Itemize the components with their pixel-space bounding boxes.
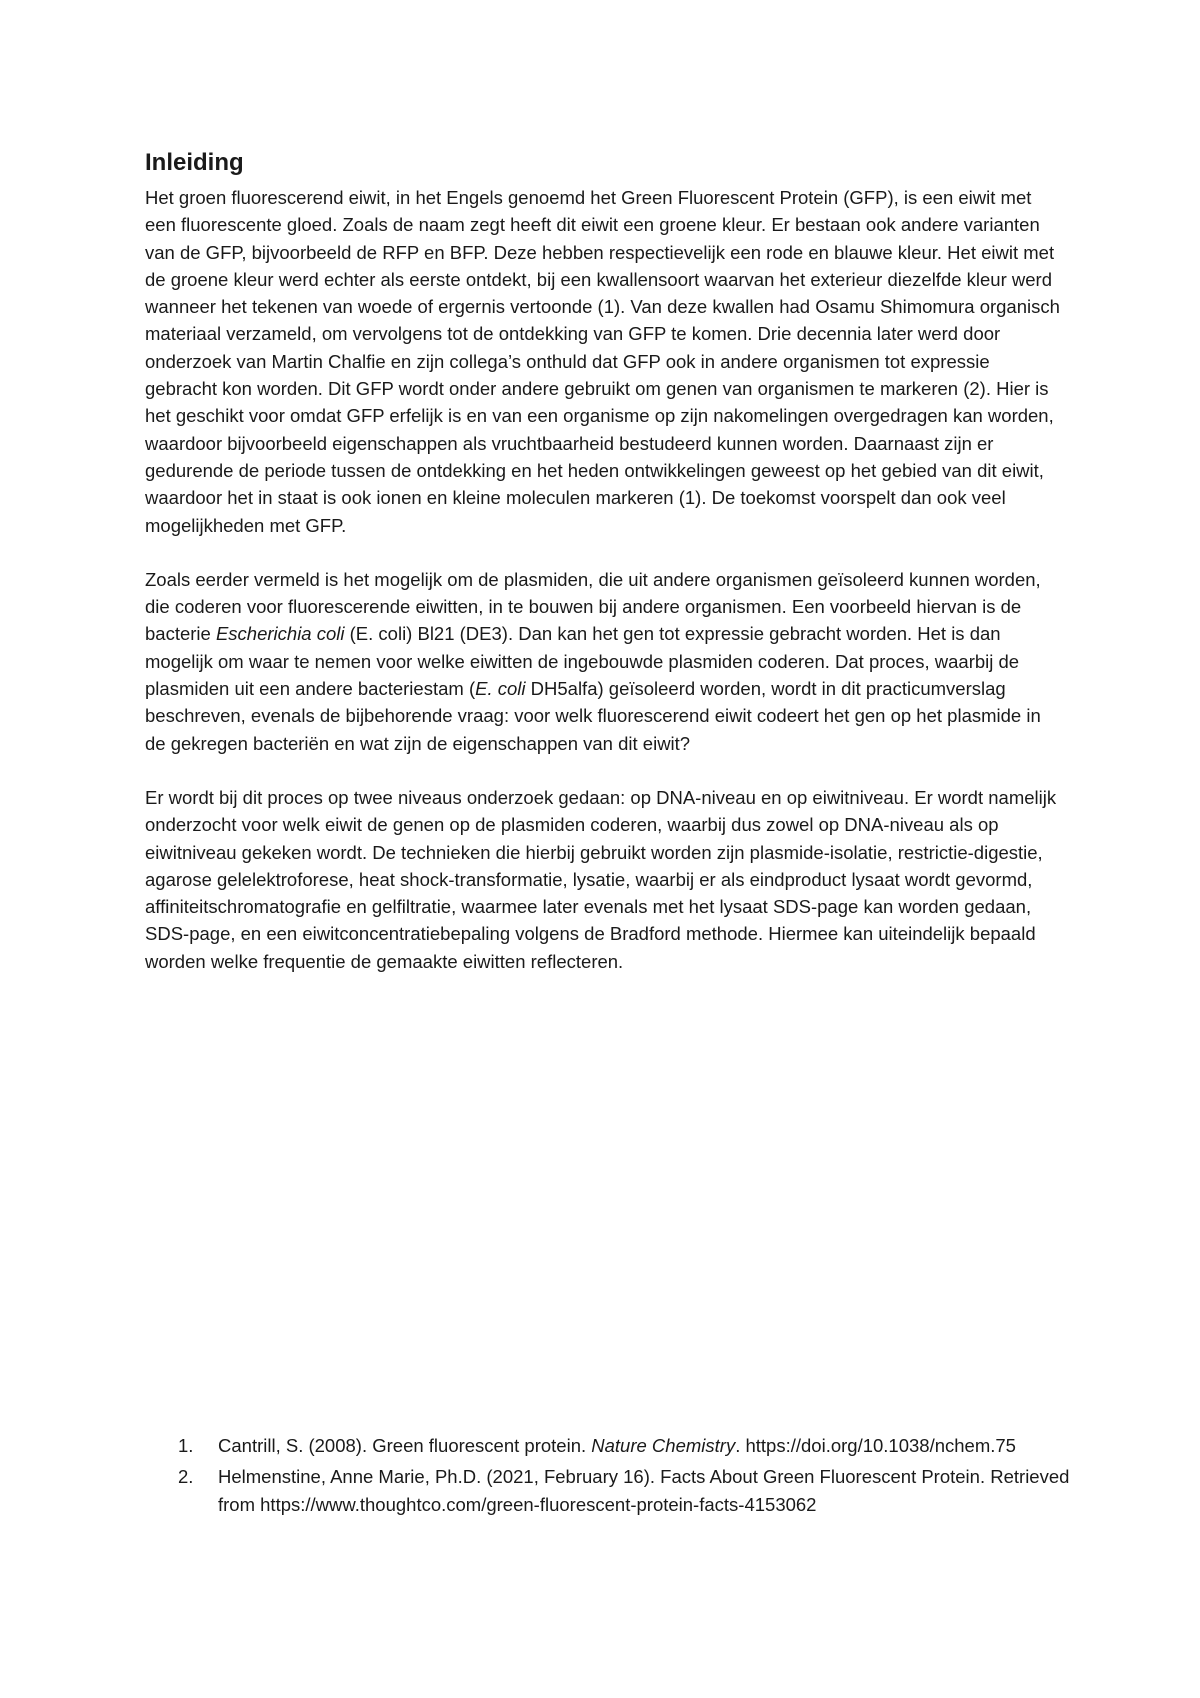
reference-item	[178, 1432, 1078, 1459]
reference-journal: Nature Chemistry	[591, 1435, 736, 1456]
paragraph-2-text-a: Zoals eerder vermeld is het mogelijk om de plasmiden, die uit andere organismen geïsoleerd kunnen worden, die coderen voor fluorescerende eiwitten, in te bouwen bij andere organismen. Een voorbeeld hiervan is de bacterie	[145, 568, 1041, 645]
species-name-italic: Escherichia coli	[215, 623, 345, 645]
reference-url: Retrieved from https://www.thoughtco.com/green-fluorescent-protein-facts-4153062	[218, 1466, 1070, 1515]
reference-text	[218, 1435, 1016, 1456]
reference-url: https://doi.org/10.1038/nchem.75	[745, 1435, 1016, 1456]
reference-number: 1.	[178, 1435, 194, 1456]
reference-citation-end: .	[735, 1435, 741, 1456]
paragraph-1	[145, 184, 1065, 539]
reference-list	[178, 1432, 1078, 1522]
species-abbrev-italic: E. coli	[475, 678, 526, 700]
paragraph-1-text: Het groen fluorescerend eiwit, in het Engels genoemd het Green Fluorescent Protein (GFP), is een eiwit met een fluorescente gloed. Zoals de naam zegt heeft dit eiwit een groene kleur. Er bestaan ook andere varianten van de GFP, bijvoorbeeld de RFP en BFP. Deze hebben respectievelijk een rode en blauwe kleur. Het eiwit met de groene kleur werd echter als eerste ontdekt, bij een kwallensoort waarvan het exterieur diezelfde kleur werd wanneer het tekenen van woede of ergernis vertoonde (1). Van deze kwallen had Osamu Shimomura organisch materiaal verzameld, om vervolgens tot de ontdekking van GFP te komen. Drie decennia later werd door onderzoek van Martin Chalfie en zijn collega’s onthuld dat GFP ook in andere organismen tot expressie gebracht kon worden. Dit GFP wordt onder andere gebruikt om genen van organismen te markeren (2). Hier is het geschikt voor omdat GFP erfelijk is en van een organisme op zijn nakomelingen overgedragen kan worden, waardoor bijvoorbeeld eigenschappen als vruchtbaarheid bestudeerd kunnen worden. Daarnaast zijn er gedurende de periode tussen de ontdekking en het heden ontwikkelingen geweest op het gebied van dit eiwit, waardoor het in staat is ook ionen en kleine moleculen markeren (1). De toekomst voorspelt dan ook veel mogelijkheden met GFP.	[145, 187, 1060, 536]
paragraph-2-text-e: DH5alfa) geïsoleerd worden, wordt in dit practicumverslag beschreven, evenals de bijbehorende vraag: voor welk fluorescerend eiwit codeert het gen op het plasmide in de gekregen bacteriën en wat zijn de eigenschappen van dit eiwit?	[145, 678, 1041, 754]
reference-citation: Cantrill, S. (2008). Green fluorescent protein.	[218, 1435, 592, 1456]
paragraph-2-text-c: (E. coli) Bl21 (DE3). Dan kan het gen tot expressie gebracht worden. Het is dan mogelijk om waar te nemen voor welke eiwitten de ingebouwde plasmiden coderen. Dat proces, waarbij de plasmiden uit een andere bacteriestam (	[145, 623, 1020, 700]
paragraph-3-text: Er wordt bij dit proces op twee niveaus onderzoek gedaan: op DNA-niveau en op eiwitniveau. Er wordt namelijk onderzocht voor welk eiwit de genen op de plasmiden coderen, waarbij dus zowel op DNA-niveau als op eiwitniveau gekeken wordt. De technieken die hierbij gebruikt worden zijn plasmide-isolatie, restrictie-digestie, agarose gelelektroforese, heat shock-transformatie, lysatie, waarbij er als eindproduct lysaat wordt gevormd, affiniteitschromatografie en gelfiltratie, waarmee later evenals met het lysaat SDS-page kan worden gedaan, SDS-page, en een eiwitconcentratiebepaling volgens de Bradford methode. Hiermee kan uiteindelijk bepaald worden welke frequentie de gemaakte eiwitten reflecteren.	[145, 786, 1057, 972]
reference-number: 2.	[178, 1466, 194, 1488]
reference-item	[178, 1463, 1078, 1518]
reference-text	[218, 1466, 1069, 1514]
document-body	[145, 148, 1065, 1002]
paragraph-3	[145, 784, 1065, 975]
reference-citation: Helmenstine, Anne Marie, Ph.D. (2021, February 16). Facts About Green Fluorescent Protein.	[218, 1466, 986, 1488]
section-heading: Inleiding	[145, 149, 244, 176]
paragraph-2	[145, 566, 1065, 757]
